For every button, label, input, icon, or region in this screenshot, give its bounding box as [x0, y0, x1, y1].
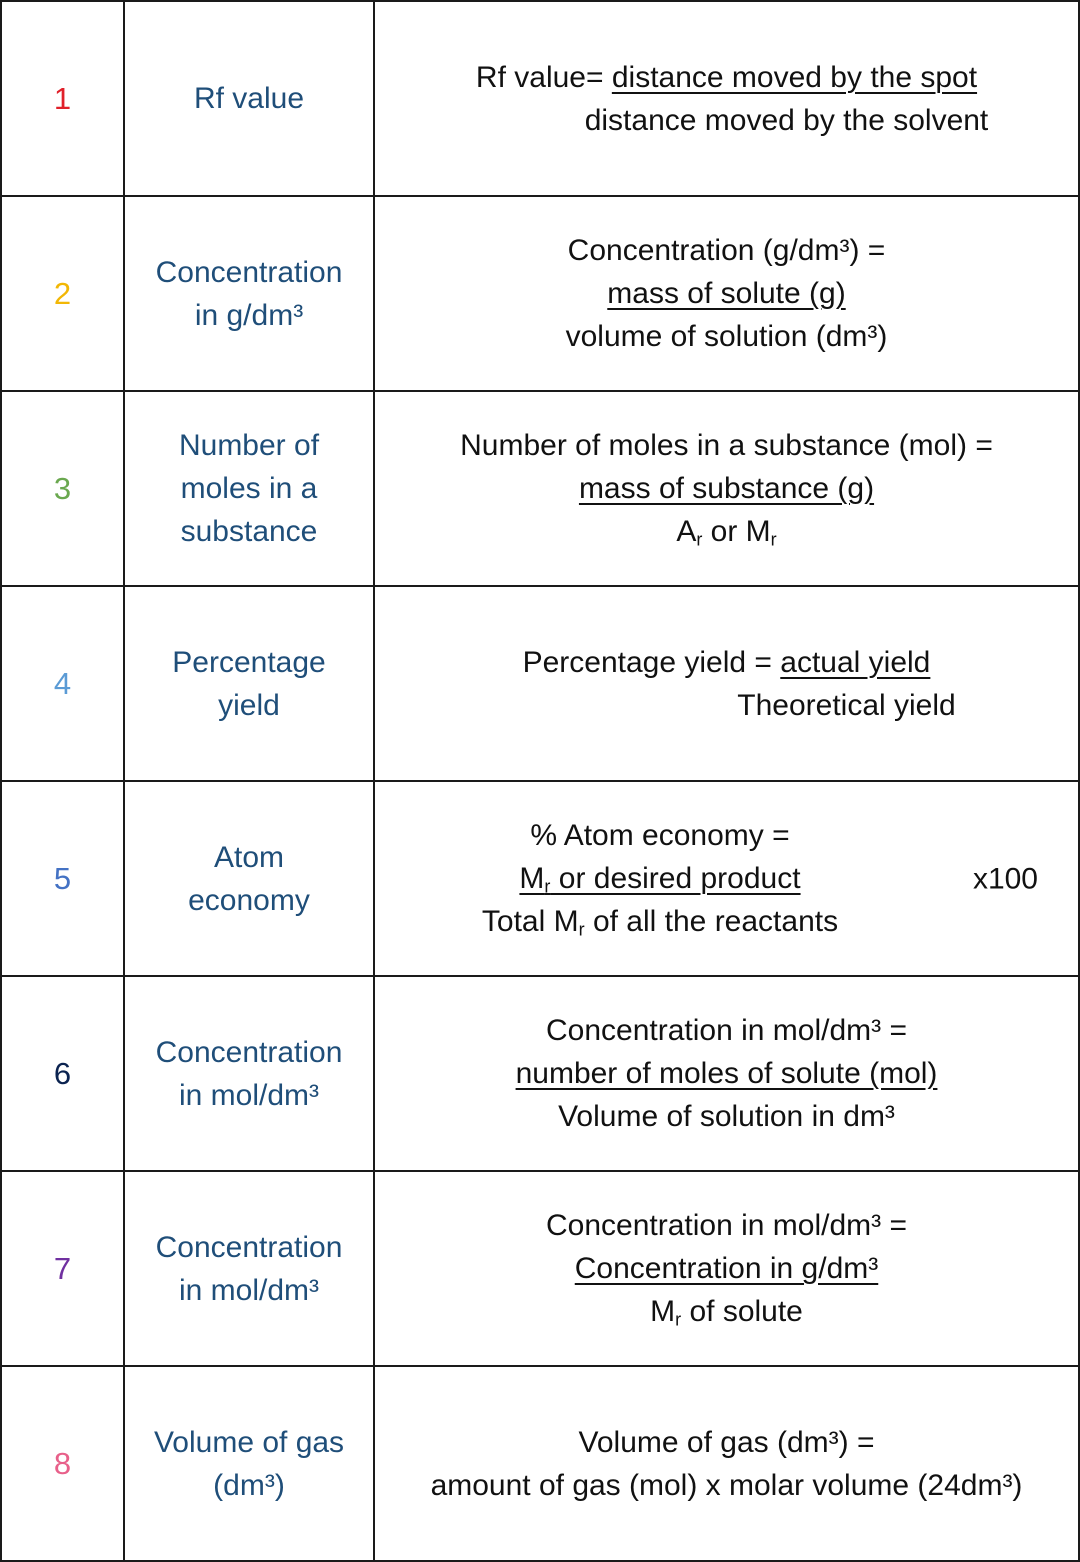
formula-numerator: mass of substance (g) [578, 472, 875, 505]
quantity-name-line: Percentage [172, 645, 326, 679]
row-number [1, 976, 124, 1171]
formula-cell [374, 1171, 1079, 1366]
quantity-name [124, 196, 374, 391]
quantity-name-line: Number of [178, 429, 320, 462]
formula-cell [374, 391, 1079, 586]
text: of solute [681, 1295, 803, 1328]
row-number-text: 7 [53, 1250, 72, 1286]
formula-cell [374, 1, 1079, 196]
quantity-name-line: substance [180, 515, 318, 548]
formula-numerator: number of moles of solute (mol) [515, 1057, 938, 1090]
formula-lhs: Percentage yield = [522, 645, 781, 679]
table-row [1, 1366, 1079, 1561]
quantity-name-line: Concentration [155, 1035, 343, 1069]
formula-denominator: Theoretical yield [737, 688, 956, 722]
subscript: r [770, 529, 777, 550]
quantity-name-line: Rf value [193, 82, 305, 115]
quantity-name [124, 391, 374, 586]
formula-lhs: % Atom economy = [530, 819, 790, 852]
subscript: r [696, 529, 703, 550]
table-row [1, 781, 1079, 976]
text: M [650, 1295, 676, 1328]
table-row [1, 976, 1079, 1171]
text: of all the reactants [584, 905, 839, 938]
formula-lhs: Concentration (g/dm³) = [567, 234, 886, 267]
quantity-name [124, 586, 374, 781]
table-row [1, 1171, 1079, 1366]
formula-denominator: Volume of solution in dm³ [558, 1100, 895, 1133]
formula-numerator: mass of solute (g) [607, 277, 846, 310]
multiplier: x100 [972, 862, 1038, 895]
formula-lhs: Volume of gas (dm³) = [578, 1425, 875, 1459]
formula-cell [374, 586, 1079, 781]
formula-cell [374, 781, 1079, 976]
row-number-text: 2 [53, 275, 72, 311]
subscript: r [578, 919, 585, 940]
quantity-name-line: Concentration [155, 255, 343, 289]
formula-denominator [380, 900, 940, 943]
text: or M [702, 515, 771, 548]
quantity-name-line: Volume of gas [153, 1425, 345, 1459]
formula-cell [374, 196, 1079, 391]
text: Total M [481, 905, 579, 938]
table-row [1, 391, 1079, 586]
row-number-text: 1 [53, 80, 72, 116]
formula-numerator: Concentration in g/dm³ [574, 1252, 879, 1285]
formula-numerator: distance moved by the spot [611, 60, 978, 94]
row-number [1, 781, 124, 976]
row-number [1, 196, 124, 391]
subscript: r [675, 1309, 682, 1330]
quantity-name [124, 1171, 374, 1366]
text: M [519, 862, 545, 895]
table-row [1, 1, 1079, 196]
formula-cell [374, 976, 1079, 1171]
quantity-name [124, 976, 374, 1171]
quantity-name-line: economy [188, 883, 310, 917]
row-number-text: 6 [53, 1055, 72, 1091]
quantity-name-line: Concentration [155, 1230, 343, 1264]
quantity-name-line: in g/dm³ [194, 298, 304, 332]
row-number-text: 5 [53, 860, 72, 896]
row-number [1, 1171, 124, 1366]
formula-denominator [375, 1290, 1078, 1333]
quantity-name [124, 1366, 374, 1561]
quantity-name-line: yield [218, 688, 280, 722]
symbol-a: A [676, 515, 697, 548]
subscript: r [544, 876, 551, 897]
row-number [1, 586, 124, 781]
formula-line [375, 56, 1078, 99]
quantity-name [124, 1, 374, 196]
table-row [1, 196, 1079, 391]
row-number-text: 8 [53, 1445, 72, 1481]
quantity-name-line: (dm³) [213, 1468, 285, 1502]
formula-lhs: Concentration in mol/dm³ = [546, 1209, 907, 1242]
formula-numerator [519, 862, 800, 895]
formula-cell [374, 1366, 1079, 1561]
quantity-name-line: in mol/dm³ [178, 1078, 320, 1112]
row-number [1, 1, 124, 196]
formula-lhs: Rf value= [475, 60, 612, 94]
formula-denominator: distance moved by the solvent [584, 103, 989, 137]
formula-lhs: Concentration in mol/dm³ = [546, 1014, 907, 1047]
row-number-text: 4 [53, 665, 72, 701]
formula-lhs: Number of moles in a substance (mol) = [460, 429, 993, 462]
quantity-name-line: Atom [213, 840, 285, 874]
formula-numerator: actual yield [780, 645, 931, 679]
table-row [1, 586, 1079, 781]
quantity-name-line: in mol/dm³ [178, 1273, 320, 1307]
text: or desired product [550, 862, 801, 895]
row-number-text: 3 [53, 470, 72, 506]
formula-denominator: volume of solution (dm³) [565, 320, 888, 353]
quantity-name [124, 781, 374, 976]
quantity-name-line: moles in a [180, 472, 318, 505]
row-number [1, 1366, 124, 1561]
row-number [1, 391, 124, 586]
formula-line [375, 641, 1078, 684]
formula-rhs: amount of gas (mol) x molar volume (24dm³) [430, 1468, 1023, 1502]
formula-denominator [375, 510, 1078, 553]
